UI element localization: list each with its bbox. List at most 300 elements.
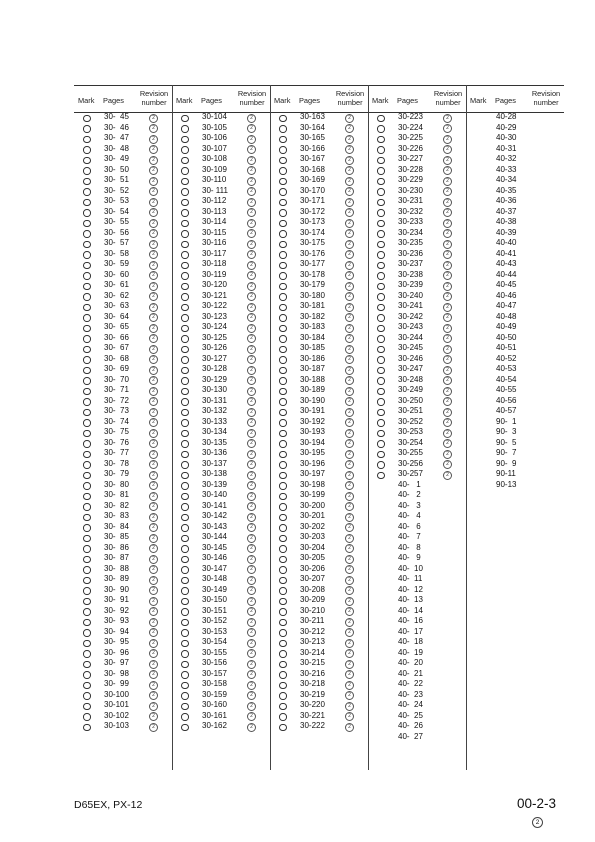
page-number-cell: 90- 3: [496, 427, 517, 436]
revision-circled-number: 2: [149, 345, 158, 354]
mark-circle-icon: [377, 461, 385, 469]
page-number-cell: 30- 92: [104, 605, 129, 615]
table-row: [74, 385, 172, 396]
page-number-cell: 30-114: [202, 217, 227, 226]
revision-circled-number: 2: [345, 460, 354, 469]
table-row: [466, 249, 564, 260]
page-number-cell: 90- 7: [496, 448, 517, 457]
table-row: [368, 532, 466, 543]
page-number-cell: 30- 65: [104, 322, 129, 331]
revision-circled-number: 2: [345, 387, 354, 396]
page-number-cell: 30-124: [202, 322, 227, 331]
table-row: [368, 186, 466, 197]
mark-header: Mark: [78, 96, 95, 105]
page-number-cell: 40- 18: [398, 637, 423, 646]
page-number-cell: 30-212: [300, 626, 325, 636]
page-number-cell: 30-248: [398, 374, 423, 384]
mark-circle-icon: [377, 398, 385, 406]
page-number-cell: 30-253: [398, 427, 423, 436]
page-number-cell: 30- 80: [104, 479, 129, 489]
revision-circled-number: 2: [247, 712, 256, 721]
mark-circle-icon: [181, 398, 189, 406]
page-number-cell: 40-45: [496, 280, 517, 289]
page-number-cell: 40-55: [496, 385, 517, 394]
column-header: [466, 85, 564, 112]
page-number-cell: 30-230: [398, 185, 423, 195]
page-number-cell: 30-207: [300, 574, 325, 583]
pages-header: Pages: [495, 96, 516, 105]
table-row: [368, 553, 466, 564]
revision-circled-number: 2: [345, 586, 354, 595]
page-number-cell: 30-223: [398, 112, 423, 121]
revision-circled-number: 2: [149, 376, 158, 385]
mark-circle-icon: [83, 125, 91, 133]
revision-circled-number: 2: [149, 544, 158, 553]
table-row: [74, 721, 172, 732]
page-number-cell: 30- 93: [104, 616, 129, 625]
page-number-cell: 30-148: [202, 574, 227, 583]
table-row: [172, 490, 270, 501]
mark-circle-icon: [279, 440, 287, 448]
table-row: [74, 648, 172, 659]
mark-circle-icon: [377, 230, 385, 238]
table-row: [368, 522, 466, 533]
page-number-cell: 30- 59: [104, 259, 129, 268]
table-row: [368, 396, 466, 407]
column-header: [368, 85, 466, 112]
table-row: [74, 291, 172, 302]
revision-circled-number: 2: [149, 334, 158, 343]
table-row: [74, 396, 172, 407]
mark-circle-icon: [83, 157, 91, 165]
revision-circled-number: 2: [345, 282, 354, 291]
mark-circle-icon: [83, 230, 91, 238]
table-row: [172, 396, 270, 407]
table-row: [368, 501, 466, 512]
revision-circled-number: 2: [247, 618, 256, 627]
revision-circled-number: 2: [247, 282, 256, 291]
mark-circle-icon: [181, 356, 189, 364]
table-row: [466, 165, 564, 176]
page-number-cell: 30- 88: [104, 563, 129, 573]
page-number-cell: 30- 57: [104, 238, 129, 247]
table-row: [270, 427, 368, 438]
revision-circled-number: 2: [443, 471, 452, 480]
revision-circled-number: 2: [247, 345, 256, 354]
table-row: [172, 721, 270, 732]
table-row: [74, 585, 172, 596]
page-number-cell: 40- 9: [398, 553, 421, 562]
table-row: [172, 669, 270, 680]
mark-circle-icon: [279, 230, 287, 238]
mark-circle-icon: [279, 220, 287, 228]
page-number-cell: 30-152: [202, 616, 227, 625]
mark-circle-icon: [279, 157, 287, 165]
revision-circled-number: 2: [149, 250, 158, 259]
mark-circle-icon: [83, 377, 91, 385]
table-row: [270, 595, 368, 606]
revision-circled-number: 2: [149, 187, 158, 196]
revision-circled-number: 2: [149, 418, 158, 427]
table-row: [368, 721, 466, 732]
page-number-cell: 30- 71: [104, 385, 129, 394]
revision-circled-number: 2: [443, 187, 452, 196]
mark-circle-icon: [83, 724, 91, 732]
mark-circle-icon: [83, 409, 91, 417]
mark-circle-icon: [181, 566, 189, 574]
page-number-cell: 30-100: [104, 689, 129, 699]
page-number-cell: 40-37: [496, 206, 517, 216]
revision-circled-number: 2: [149, 366, 158, 375]
table-row: [270, 711, 368, 722]
page-number-cell: 30-188: [300, 374, 325, 384]
revision-circled-number: 2: [443, 114, 452, 123]
page-number-cell: 30-232: [398, 206, 423, 216]
mark-circle-icon: [181, 535, 189, 543]
page-number-cell: 30- 54: [104, 206, 129, 216]
mark-circle-icon: [279, 199, 287, 207]
table-row: [74, 154, 172, 165]
page-number-cell: 30- 62: [104, 290, 129, 300]
table-row: [368, 469, 466, 480]
revision-number-header: Revision number: [335, 89, 365, 107]
mark-circle-icon: [377, 440, 385, 448]
page-number-cell: 40-52: [496, 353, 517, 363]
table-row: [466, 385, 564, 396]
revision-circled-number: 2: [345, 114, 354, 123]
revision-circled-number: 2: [247, 135, 256, 144]
mark-circle-icon: [279, 524, 287, 532]
revision-circled-number: 2: [443, 219, 452, 228]
table-row: [74, 207, 172, 218]
revision-circled-number: 2: [345, 513, 354, 522]
page-number-cell: 30-125: [202, 332, 227, 342]
table-row: [368, 417, 466, 428]
mark-circle-icon: [181, 430, 189, 438]
revision-number-header: Revision number: [433, 89, 463, 107]
mark-circle-icon: [279, 556, 287, 564]
revision-circled-number: 2: [149, 492, 158, 501]
revision-circled-number: 2: [247, 670, 256, 679]
mark-circle-icon: [377, 388, 385, 396]
mark-circle-icon: [377, 199, 385, 207]
page-number-cell: 30-162: [202, 721, 227, 730]
revision-circled-number: 2: [149, 429, 158, 438]
page-number-cell: 30- 70: [104, 374, 129, 384]
revision-circled-number: 2: [149, 292, 158, 301]
page-number-cell: 40- 21: [398, 668, 423, 678]
footer-revision-mark: 2: [532, 817, 543, 828]
mark-circle-icon: [279, 692, 287, 700]
table-row: [74, 616, 172, 627]
table-row: [74, 259, 172, 270]
mark-circle-icon: [181, 514, 189, 522]
page-number-cell: 30- 87: [104, 553, 129, 562]
table-row: [270, 280, 368, 291]
page-number-cell: 30-101: [104, 700, 129, 709]
page-number-cell: 30- 52: [104, 185, 129, 195]
mark-circle-icon: [83, 619, 91, 627]
revision-circled-number: 2: [247, 702, 256, 711]
revision-circled-number: 2: [345, 618, 354, 627]
page-number-cell: 40- 12: [398, 584, 423, 594]
mark-circle-icon: [279, 650, 287, 658]
page-number-cell: 40- 8: [398, 542, 421, 552]
table-row: [74, 333, 172, 344]
page-number-cell: 30-255: [398, 448, 423, 457]
mark-circle-icon: [279, 178, 287, 186]
page-number-cell: 30- 46: [104, 122, 129, 132]
page-number-cell: 30- 68: [104, 353, 129, 363]
table-row: [368, 333, 466, 344]
revision-number-header: Revision number: [531, 89, 561, 107]
mark-circle-icon: [279, 272, 287, 280]
revision-circled-number: 2: [345, 450, 354, 459]
table-row: [270, 354, 368, 365]
page-number-cell: 30- 74: [104, 416, 129, 426]
table-row: [368, 312, 466, 323]
revision-circled-number: 2: [247, 450, 256, 459]
table-row: [74, 511, 172, 522]
page-number-cell: 30-201: [300, 511, 325, 520]
revision-circled-number: 2: [247, 366, 256, 375]
mark-circle-icon: [279, 661, 287, 669]
table-row: [172, 196, 270, 207]
page-number-cell: 30-226: [398, 143, 423, 153]
mark-circle-icon: [181, 713, 189, 721]
page-number-cell: 30-225: [398, 133, 423, 142]
mark-circle-icon: [279, 598, 287, 606]
revision-circled-number: 2: [149, 586, 158, 595]
table-row: [466, 228, 564, 239]
page-number-cell: 30-168: [300, 164, 325, 174]
revision-circled-number: 2: [149, 387, 158, 396]
table-row: [172, 511, 270, 522]
revision-circled-number: 2: [247, 313, 256, 322]
page-number-cell: 30- 84: [104, 521, 129, 531]
page-number-cell: 30-211: [300, 616, 325, 625]
table-row: [270, 721, 368, 732]
table-row: [74, 112, 172, 123]
page-number-cell: 30-215: [300, 658, 325, 667]
table-row: [172, 438, 270, 449]
revision-circled-number: 2: [247, 250, 256, 259]
revision-circled-number: 2: [247, 492, 256, 501]
mark-circle-icon: [83, 440, 91, 448]
table-row: [74, 658, 172, 669]
page-number-cell: 30-171: [300, 196, 325, 205]
table-row: [368, 627, 466, 638]
page-number-cell: 40-46: [496, 290, 517, 300]
revision-circled-number: 2: [345, 313, 354, 322]
mark-circle-icon: [377, 220, 385, 228]
revision-circled-number: 2: [247, 114, 256, 123]
table-row: [466, 112, 564, 123]
page-number-cell: 30- 89: [104, 574, 129, 583]
mark-circle-icon: [83, 640, 91, 648]
mark-circle-icon: [83, 272, 91, 280]
revision-circled-number: 2: [247, 219, 256, 228]
revision-circled-number: 2: [345, 376, 354, 385]
mark-circle-icon: [181, 451, 189, 459]
revision-circled-number: 2: [443, 271, 452, 280]
table-row: [172, 301, 270, 312]
table-row: [368, 238, 466, 249]
mark-circle-icon: [279, 293, 287, 301]
revision-circled-number: 2: [443, 345, 452, 354]
page-number-cell: 30-202: [300, 521, 325, 531]
mark-circle-icon: [181, 556, 189, 564]
mark-circle-icon: [83, 482, 91, 490]
revision-circled-number: 2: [149, 565, 158, 574]
revision-circled-number: 2: [247, 681, 256, 690]
page-number-cell: 40-29: [496, 122, 517, 132]
table-row: [172, 711, 270, 722]
table-row: [368, 249, 466, 260]
table-row: [74, 123, 172, 134]
page-number-cell: 30-247: [398, 364, 423, 373]
table-row: [172, 564, 270, 575]
revision-circled-number: 2: [345, 597, 354, 606]
revision-circled-number: 2: [149, 649, 158, 658]
page-number-cell: 30-196: [300, 458, 325, 468]
table-row: [74, 270, 172, 281]
revision-circled-number: 2: [345, 429, 354, 438]
table-row: [172, 123, 270, 134]
page-number-cell: 30-179: [300, 280, 325, 289]
revision-circled-number: 2: [247, 607, 256, 616]
page-number-cell: 30-235: [398, 238, 423, 247]
page-number-cell: 30- 48: [104, 143, 129, 153]
page-number-cell: 30-204: [300, 542, 325, 552]
table-row: [74, 280, 172, 291]
mark-circle-icon: [181, 409, 189, 417]
page-number-cell: 40- 2: [398, 490, 421, 499]
table-row: [172, 459, 270, 470]
page-number-cell: 30-251: [398, 406, 423, 415]
revision-circled-number: 2: [443, 177, 452, 186]
table-row: [368, 427, 466, 438]
mark-circle-icon: [377, 335, 385, 343]
revision-circled-number: 2: [345, 555, 354, 564]
mark-circle-icon: [83, 577, 91, 585]
page-number-cell: 30-173: [300, 217, 325, 226]
mark-circle-icon: [377, 325, 385, 333]
mark-circle-icon: [377, 209, 385, 217]
table-row: [368, 616, 466, 627]
revision-circled-number: 2: [149, 156, 158, 165]
mark-header: Mark: [274, 96, 291, 105]
mark-circle-icon: [83, 167, 91, 175]
page-number-cell: 30-197: [300, 469, 325, 478]
page-number-cell: 30-132: [202, 406, 227, 415]
mark-circle-icon: [83, 356, 91, 364]
revision-circled-number: 2: [345, 198, 354, 207]
table-row: [368, 543, 466, 554]
mark-circle-icon: [181, 650, 189, 658]
page-number-cell: 40- 6: [398, 521, 421, 531]
mark-circle-icon: [377, 178, 385, 186]
revision-circled-number: 2: [345, 271, 354, 280]
table-row: [466, 312, 564, 323]
page-number-cell: 30-222: [300, 721, 325, 730]
page-number-cell: 30-243: [398, 322, 423, 331]
mark-circle-icon: [377, 167, 385, 175]
mark-circle-icon: [83, 367, 91, 375]
page-number-cell: 40-28: [496, 112, 517, 121]
table-row: [172, 354, 270, 365]
mark-circle-icon: [181, 346, 189, 354]
table-row: [466, 427, 564, 438]
table-row: [270, 312, 368, 323]
revision-circled-number: 2: [247, 387, 256, 396]
page-number-cell: 40-36: [496, 196, 517, 205]
revision-circled-number: 2: [247, 544, 256, 553]
mark-circle-icon: [83, 283, 91, 291]
mark-circle-icon: [83, 598, 91, 606]
mark-circle-icon: [83, 251, 91, 259]
page-number-cell: 30-218: [300, 679, 325, 688]
revision-circled-number: 2: [149, 681, 158, 690]
revision-circled-number: 2: [247, 334, 256, 343]
column-header: [270, 85, 368, 112]
revision-circled-number: 2: [345, 250, 354, 259]
table-row: [270, 532, 368, 543]
mark-circle-icon: [83, 629, 91, 637]
mark-header: Mark: [176, 96, 193, 105]
table-row: [74, 532, 172, 543]
revision-circled-number: 2: [149, 313, 158, 322]
table-column: [466, 85, 564, 490]
mark-circle-icon: [181, 461, 189, 469]
revision-circled-number: 2: [247, 555, 256, 564]
revision-circled-number: 2: [247, 723, 256, 732]
table-row: [74, 490, 172, 501]
page-number-cell: 30-252: [398, 416, 423, 426]
mark-circle-icon: [83, 220, 91, 228]
revision-circled-number: 2: [345, 639, 354, 648]
table-row: [368, 637, 466, 648]
mark-circle-icon: [83, 325, 91, 333]
table-row: [74, 574, 172, 585]
revision-circled-number: 2: [247, 481, 256, 490]
page-number-cell: 40-40: [496, 238, 517, 247]
mark-circle-icon: [279, 566, 287, 574]
page-number-cell: 30-118: [202, 259, 227, 268]
table-row: [466, 144, 564, 155]
table-row: [270, 270, 368, 281]
mark-circle-icon: [83, 346, 91, 354]
mark-circle-icon: [279, 608, 287, 616]
mark-circle-icon: [181, 503, 189, 511]
page-number-cell: 30-178: [300, 269, 325, 279]
page-number-cell: 40-30: [496, 133, 517, 142]
table-row: [368, 595, 466, 606]
column-header: [172, 85, 270, 112]
page-number-cell: 30-139: [202, 479, 227, 489]
revision-circled-number: 2: [443, 450, 452, 459]
page-number-cell: 30-172: [300, 206, 325, 216]
table-row: [74, 595, 172, 606]
mark-circle-icon: [279, 356, 287, 364]
table-row: [74, 522, 172, 533]
revision-circled-number: 2: [345, 628, 354, 637]
table-column: [172, 85, 270, 732]
table-row: [74, 228, 172, 239]
page-number-cell: 30-219: [300, 689, 325, 699]
revision-circled-number: 2: [247, 429, 256, 438]
table-row: [466, 291, 564, 302]
